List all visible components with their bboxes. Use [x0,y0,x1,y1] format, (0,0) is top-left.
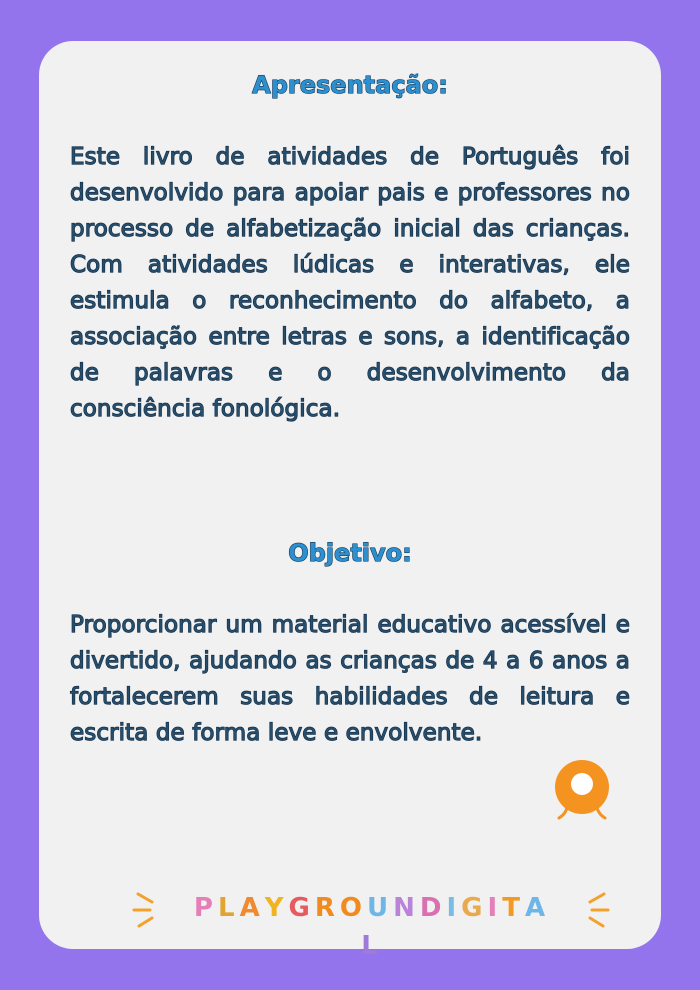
logo-letter: R [314,893,340,923]
logo-letter: Y [264,893,289,923]
logo-letter: G [288,893,315,923]
donut-mascot-icon [553,758,611,826]
logo-letter: T [502,893,525,923]
playgroundigital-logo [132,880,610,961]
logo-wordmark [192,889,552,965]
logo-letter: P [193,893,218,923]
presentation-heading: Apresentação: [252,71,448,99]
logo-letter: D [419,893,447,923]
logo-letter: O [339,893,367,923]
logo-letter: A [239,893,265,923]
logo-letter: A [524,893,551,923]
logo-letter: L [361,931,383,961]
objective-heading: Objetivo: [288,539,412,567]
logo-letter: I [446,893,462,923]
sparkle-right-icon [570,886,610,930]
objective-paragraph: Proporcionar um material educativo acessível e divertido, ajudando as crianças de 4 a 6 anos a fortalecerem suas habilidades de leitura e escrita de forma leve e envolvente. [70,612,630,746]
logo-letter: I [487,893,503,923]
logo-letter: U [367,893,394,923]
logo-letter: N [393,893,420,923]
logo-letter: G [461,893,488,923]
logo-letter: L [217,893,240,923]
sparkle-left-icon [132,886,172,930]
presentation-paragraph: Este livro de atividades de Português foi desenvolvido para apoiar pais e professores no processo de alfabetização inicial das crianças. Com atividades lúdicas e interativas, ele estimula o reconhecimento do alfabeto, a associação entre letras e sons, a identificação de palavras e o desenvolvimento da consciência fonológica. [70,144,630,422]
